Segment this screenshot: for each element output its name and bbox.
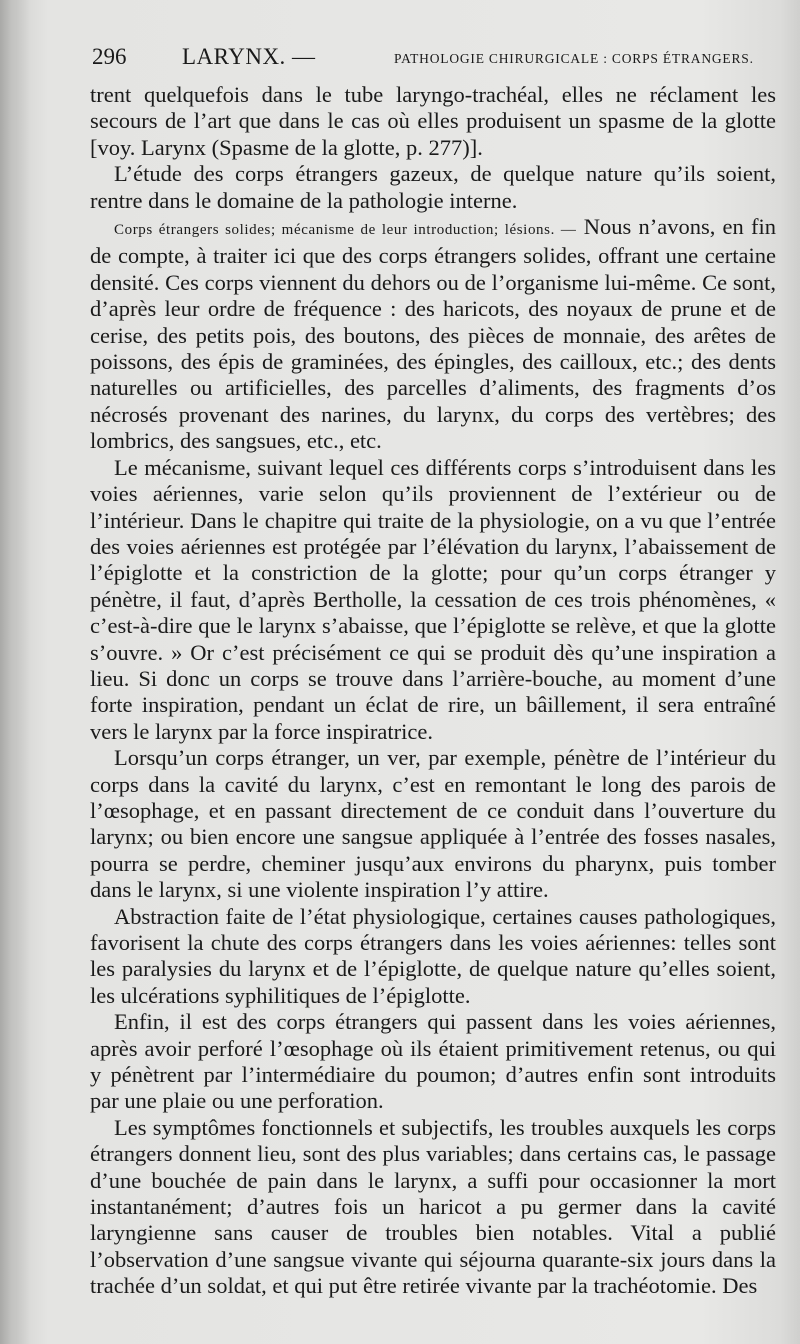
running-header (92, 44, 782, 74)
running-title: LARYNX. — (182, 44, 316, 69)
paragraph: trent quelquefois dans le tube laryngo-trachéal, elles ne réclament les secours de l’art que dans le cas où elles produisent un spasme de la glotte [voy. Larynx (Spasme de la glotte, p. 277)]. (90, 82, 776, 160)
paragraph: Les symptômes fonctionnels et subjectifs, les troubles auxquels les corps étrangers donnent lieu, sont des plus variables; dans certains cas, le passage d’une bouchée de pain dans le larynx, a suffi pour occasionner la mort instantanément; d’autres fois un haricot a pu germer dans la cavité laryngienne sans causer de troubles bien notables. Vital a publié l’observation d’une sangsue vivante qui séjourna quarante-six jours dans la trachée d’un soldat, et qui put être retirée vivante par la trachéotomie. Des (90, 1114, 776, 1299)
paragraph: Abstraction faite de l’état physiologique, certaines causes pathologiques, favorisent la chute des corps étrangers dans les voies aériennes: telles sont les paralysies du larynx et de l’épiglotte, de quelque nature qu’elles soient, les ulcérations syphilitiques de l’épiglotte. (90, 903, 776, 1008)
page-spine-shadow (0, 0, 30, 1344)
body-text (90, 82, 776, 1300)
paragraph: L’étude des corps étrangers gazeux, de quelque nature qu’ils soient, rentre dans le domaine de la pathologie interne. (90, 161, 776, 213)
paragraph: Le mécanisme, suivant lequel ces différents corps s’introduisent dans les voies aériennes, varie selon qu’ils proviennent de l’extérieur ou de l’intérieur. Dans le chapitre qui traite de la physiologie, on a vu que l’entrée des voies aériennes est protégée par l’élévation du larynx, l’abaissement de l’épiglotte et la constriction de la glotte; pour qu’un corps étranger y pénètre, il faut, d’après Bertholle, la cessation de ces trois phénomènes, « c’est-à-dire que le larynx s’abaisse, que l’épiglotte se relève, et que la glotte s’ouvre. » Or c’est précisément ce qui se produit dès qu’une inspiration a lieu. Si donc un corps se trouve dans l’arrière-bouche, au moment d’une forte inspiration, pendant un éclat de rire, un bâillement, il sera entraîné vers le larynx par la force inspiratrice. (90, 454, 776, 744)
running-subtitle: PATHOLOGIE CHIRURGICALE : CORPS ÉTRANGERS. (394, 51, 754, 66)
paragraph-text: Nous n’avons, en fin de compte, à traiter ici que des corps étrangers solides, offrant une certaine densité. Ces corps viennent du dehors ou de l’organisme lui-même. Ce sont, d’après leur ordre de fréquence : des haricots, des noyaux de prune et de cerise, des petits pois, des boutons, des pièces de monnaie, des arêtes de poissons, des épis de graminées, des épingles, des cailloux, etc.; des dents naturelles ou artificielles, des parcelles d’aliments, des fragments d’os nécrosés provenant des narines, du larynx, du corps des vertèbres; des lombrics, des sangsues, etc., etc. (90, 214, 777, 454)
section-paragraph (90, 214, 776, 455)
paragraph: Enfin, il est des corps étrangers qui passent dans les voies aériennes, après avoir perforé l’œsophage où ils étaient primitivement retenus, ou qui y pénètrent par l’intermédiaire du poumon; d’autres enfin sont introduits par une plaie ou une perforation. (90, 1009, 776, 1114)
section-heading: Corps étrangers solides; mécanisme de leur introduction; lésions. — (114, 222, 577, 239)
page-number: 296 (92, 44, 127, 69)
paragraph: Lorsqu’un corps étranger, un ver, par exemple, pénètre de l’intérieur du corps dans la cavité du larynx, c’est en remontant le long des parois de l’œsophage, et en passant directement de ce conduit dans l’ouverture du larynx; ou bien encore une sangsue appliquée à l’entrée des fosses nasales, pourra se perdre, cheminer jusqu’aux environs du pharynx, puis tomber dans le larynx, si une violente inspiration l’y attire. (90, 745, 776, 903)
